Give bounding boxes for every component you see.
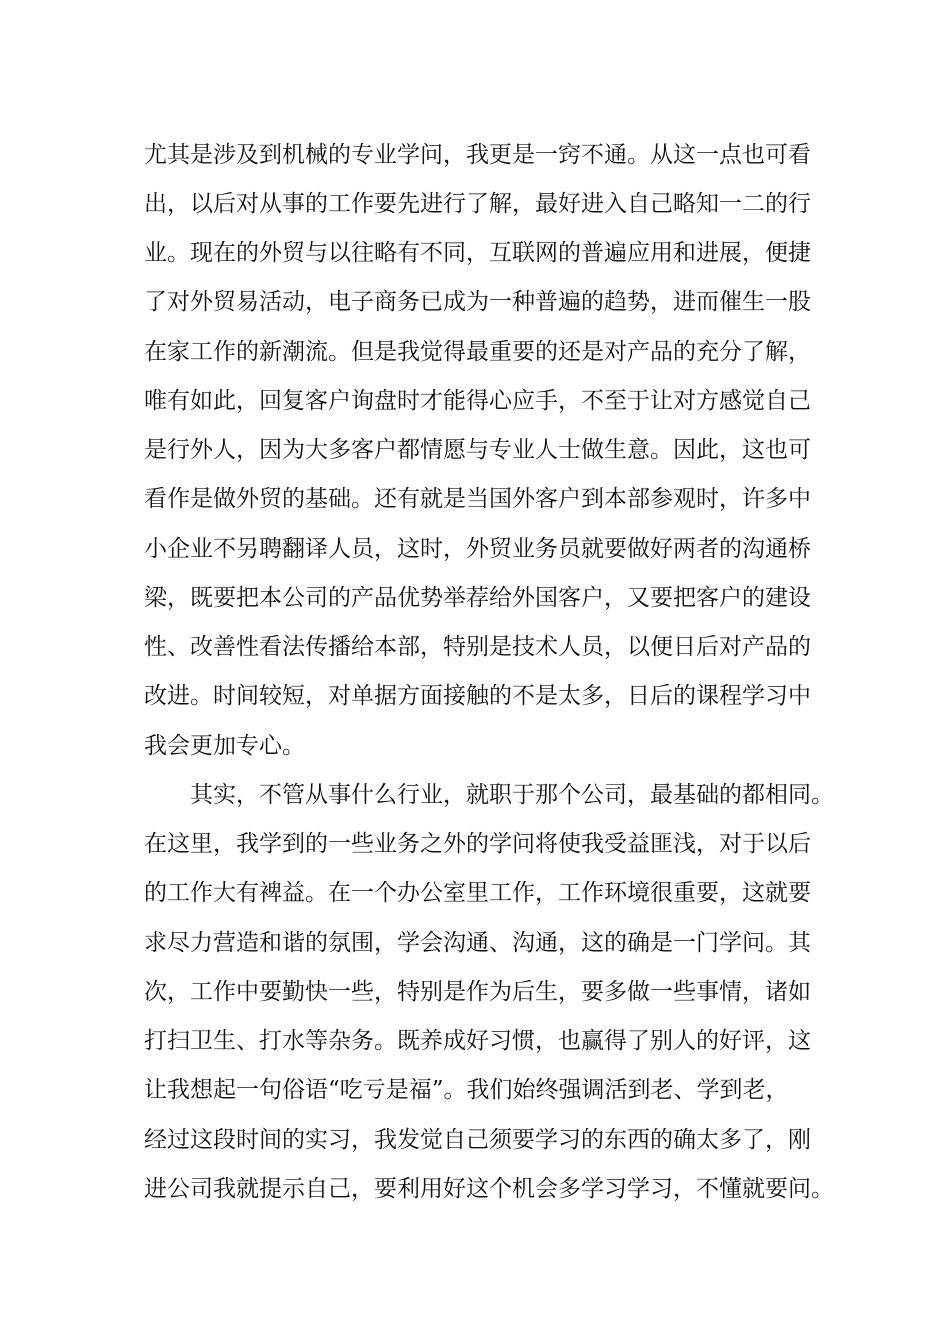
text-line: 在这里，我学到的一些业务之外的学问将使我受益匪浅，对于以后	[144, 831, 811, 857]
text-line: 求尽力营造和谐的氛围，学会沟通、沟通，这的确是一门学问。其	[144, 930, 811, 956]
text-line: 小企业不另聘翻译人员，这时，外贸业务员就要做好两者的沟通桥	[144, 536, 811, 562]
text-line: 了对外贸易活动，电子商务已成为一种普遍的趋势，进而催生一股	[144, 289, 811, 315]
text-line: 唯有如此，回复客户询盘时才能得心应手，不至于让对方感觉自己	[144, 388, 811, 414]
text-line: 改进。时间较短，对单据方面接触的不是太多，日后的课程学习中	[144, 683, 811, 709]
paragraph-first-line: 其实，不管从事什么行业，就职于那个公司，最基础的都相同。	[190, 782, 834, 808]
text-line: 看作是做外贸的基础。还有就是当国外客户到本部参观时，许多中	[144, 486, 811, 512]
text-line: 梁，既要把本公司的产品优势举荐给外国客户，又要把客户的建设	[144, 585, 811, 611]
text-line: 经过这段时间的实习，我发觉自己须要学习的东西的确太多了，刚	[144, 1127, 811, 1153]
text-line: 在家工作的新潮流。但是我觉得最重要的还是对产品的充分了解，	[144, 339, 811, 365]
text-line: 业。现在的外贸与以往略有不同，互联网的普遍应用和进展，便捷	[144, 240, 811, 266]
text-line: 我会更加专心。	[144, 733, 305, 759]
text-line: 次，工作中要勤快一些，特别是作为后生，要多做一些事情，诸如	[144, 979, 811, 1005]
text-line: 性、改善性看法传播给本部，特别是技术人员，以便日后对产品的	[144, 634, 811, 660]
text-line: 让我想起一句俗语“吃亏是福”。我们始终强调活到老、学到老，	[144, 1077, 789, 1103]
text-line: 尤其是涉及到机械的专业学问，我更是一窍不通。从这一点也可看	[144, 142, 811, 168]
text-line: 出，以后对从事的工作要先进行了解，最好进入自己略知一二的行	[144, 191, 811, 217]
text-line: 打扫卫生、打水等杂务。既养成好习惯，也赢得了别人的好评，这	[144, 1028, 811, 1054]
text-line: 进公司我就提示自己，要利用好这个机会多学习学习，不懂就要问。	[144, 1176, 834, 1202]
text-line: 的工作大有裨益。在一个办公室里工作，工作环境很重要，这就要	[144, 880, 811, 906]
text-line: 是行外人，因为大多客户都情愿与专业人士做生意。因此，这也可	[144, 437, 811, 463]
